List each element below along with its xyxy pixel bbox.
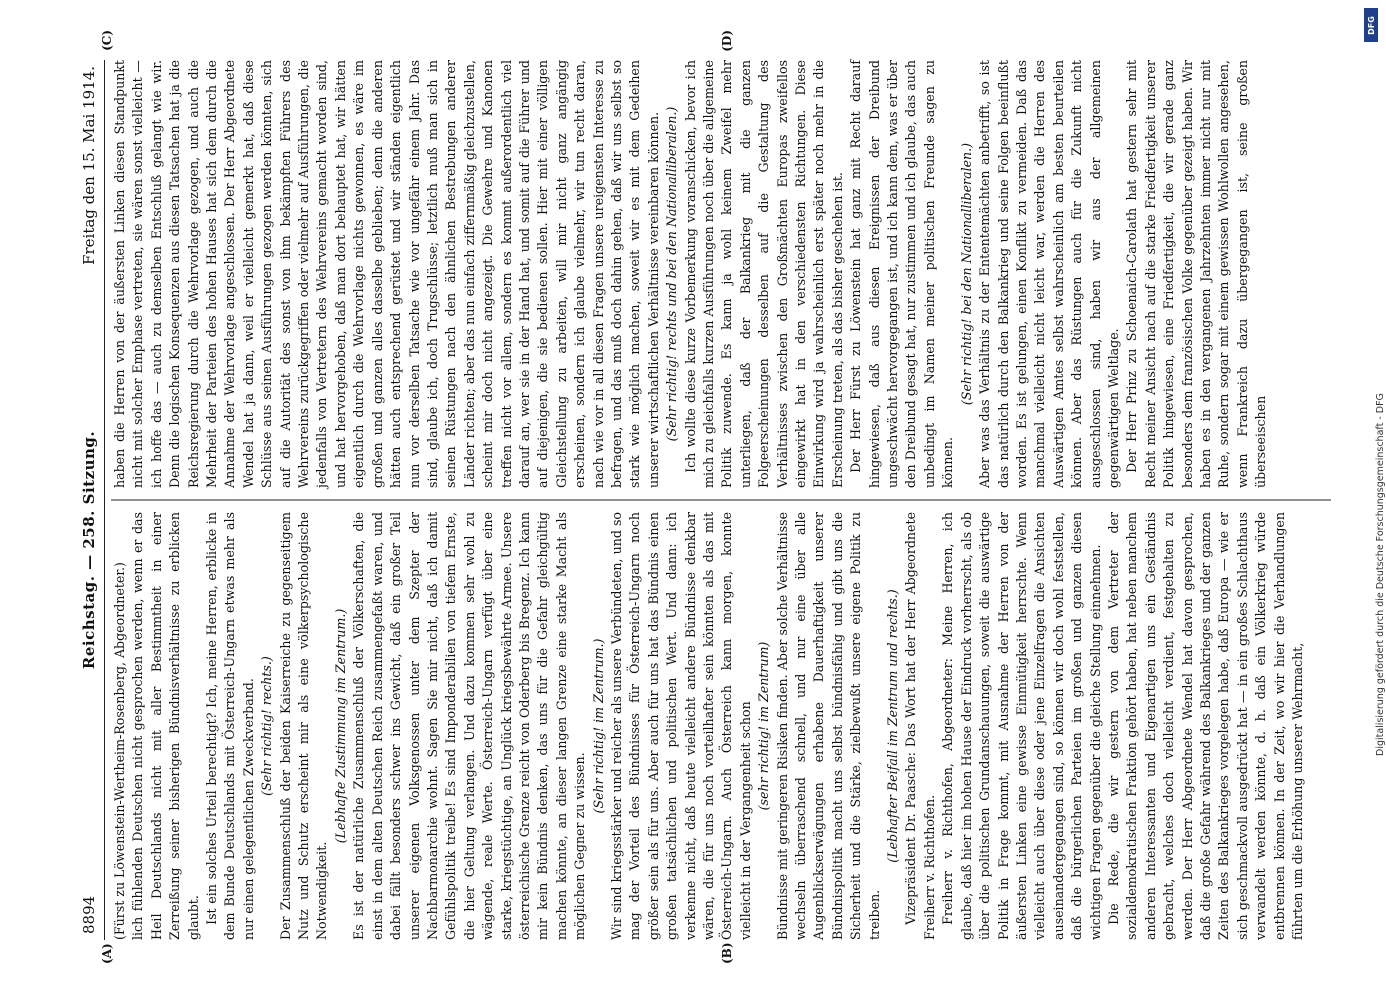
paragraph: Freiherr v. Richthofen, Abgeordneter: Meine Herren, ich glaube, daß hier im hohen Hause der Eindruck vorherrscht, als ob über die politischen Grundanschauungen, soweit die auswärtige Politik in Frage kommt, mit Ausnahme der Herren von der äußersten Linken eine gewisse Einmütigkeit herrschte. Wenn vielleicht auch über diese oder jene Einzelfragen die Ansichten auseinandergegangen sind, so können wir doch wohl feststellen, daß die bürgerlichen Parteien im großen und ganzen diesen wichtigen Fragen gegenüber die gleiche Stellung einnehmen. bbox=[940, 512, 1103, 940]
column-divider bbox=[111, 500, 1331, 501]
session-title: Reichstag. — 258. Sitzung. bbox=[80, 430, 98, 670]
header-rule bbox=[104, 60, 105, 940]
interjection: (Lebhafter Beifall im Zentrum und rechts.) bbox=[885, 589, 901, 863]
paragraph: Ist ein solches Urteil berechtigt? Ich, meine Herren, erblicke in dem Bunde Deutschlands mit Österreich-Ungarn etwas mehr als nur einen gelegentlichen Zweckverband. bbox=[204, 512, 256, 940]
document-page bbox=[40, 0, 1360, 1000]
interjection: (Sehr richtig! im Zentrum.) bbox=[590, 638, 606, 814]
right-column bbox=[111, 60, 1331, 488]
interjection: (Sehr richtig! bei den Nationalliberalen.) bbox=[958, 142, 974, 406]
paragraph: Der Zusammenschluß der beiden Kaiserreiche zu gegenseitigem Nutz und Schutz erscheint mir als eine völkerpsychologische Notwendigkeit. bbox=[277, 512, 330, 940]
interjection: (Sehr richtig! rechts und bei den Nationalliberalen.) bbox=[664, 106, 680, 442]
paragraph: Bündnisse mit geringeren Risiken finden. Aber solche Verhältnisse wechseln überraschend schnell, und nur eine über alle Augenblickserwägungen erhabene Dauerhaftigkeit unserer Bündnispolitik macht uns selbst bündnisfähig und gibt uns die Sicherheit und die Stärke, zielbewußt unsere eigene Politik zu treiben. bbox=[774, 512, 882, 940]
paragraph: Wir sind kriegsstärker und reicher als unsere Verbündeten, und so mag der Vorteil des Bündnisses für Österreich-Ungarn noch größer sein als für uns. Aber auch für uns hat das Bündnis einen großen tatsächlichen und politischen Wert. Und dann: ich verkenne nicht, daß heute vielleicht andere Bündnisse denkbar wären, die für uns noch vorteilhafter sein könnten als das mit Österreich-Ungarn. Auch Österreich kann morgen, konnte vielleicht in der Vergangenheit schon bbox=[608, 512, 753, 940]
margin-marker-c: (C) bbox=[100, 30, 114, 51]
page-date: Freitag den 15. Mai 1914. bbox=[80, 66, 98, 265]
interjection: (Lebhafte Zustimmung im Zentrum.) bbox=[332, 608, 348, 844]
paragraph: Der Herr Prinz zu Schoenaich-Carolath hat gestern sehr mit Recht meiner Ansicht nach auf die starke Friedfertigkeit unserer Politik hingewiesen, eine Friedfertigkeit, die wir gerade ganz besonders dem französischen Volke gegenüber gezeigt haben. Wir haben es in den vergangenen Jahrzehnten immer nicht nur mit Ruhe, sondern sogar mit einem gewissen Wohlwollen angesehen, wenn Frankreich dazu übergegangen ist, seine großen überseeischen bbox=[1124, 60, 1269, 488]
paragraph: Vizepräsident Dr. Paasche: Das Wort hat der Herr Abgeordnete Freiherr v. Richthofen. bbox=[903, 512, 937, 940]
paragraph: Ich wollte diese kurze Vorbemerkung voranschicken, bevor ich mich zu gleichfalls kurzen Ausführungen noch über die allgemeine Politik zuwende. Es kann ja wohl keinem Zweifel mehr unterliegen, daß der Balkankrieg mit die ganzen Folgeerscheinungen desselben auf die Gestaltung des Verhältnisses zwischen den Großmächten Europas zweifellos eingewirkt hat in den verschiedensten Richtungen. Diese Einwirkung wird ja wahrscheinlich erst später noch mehr in die Erscheinung treten, als das bisher geschehen ist. bbox=[682, 60, 845, 488]
dfg-logo: DFG bbox=[1364, 8, 1378, 42]
digitization-credit bbox=[1363, 16, 1386, 996]
margin-marker-d: (D) bbox=[720, 30, 734, 52]
page-number: 8894 bbox=[80, 895, 98, 934]
margin-marker-a: (A) bbox=[100, 943, 114, 964]
page-header bbox=[80, 60, 104, 940]
left-column bbox=[111, 512, 1331, 940]
paragraph: Aber was das Verhältnis zu der Ententemächten anbetrifft, so ist das natürlich durch den Balkankrieg und seine Folgen beeinflußt worden. Es ist gelungen, einen Konflikt zu vermeiden. Daß das manchmal vielleicht nicht leicht war, werden die Herren des Auswärtigen Amtes selbst wahrscheinlich am besten beurteilen können. Aber das Rüstungen auch für die Zukunft nicht ausgeschlossen sind, haben wir aus der allgemeinen gegenwärtigen Weltlage. bbox=[977, 60, 1121, 488]
interjection: (Sehr richtig! rechts.) bbox=[259, 656, 275, 796]
paragraph: Der Herr Fürst zu Löwenstein hat ganz mit Recht darauf hingewiesen, daß aus diesen Ereignissen der Dreibund ungeschwächt hervorgegangen ist, und ich kann dem, was er über den Dreibund gesagt hat, nur zustimmen und ich glaube, das auch unbedingt im Namen meiner politischen Freunde sagen zu können. bbox=[848, 60, 956, 488]
paragraph: (Fürst zu Löwenstein-Wertheim-Rosenberg, Abgeordneter.) bbox=[112, 562, 127, 940]
paragraph: haben die Herren von der äußersten Linken diesen Standpunkt nicht mit solcher Emphase vertreten, sie wären sonst vielleicht — ich hoffe das — auch zu demselben Entschluß gelangt wie wir. Denn die logischen Konsequenzen aus diesen Tatsachen hat ja die Reichsregierung durch die Wehrvorlage gezogen, und auch die Mehrheit der Parteien des hohen Hauses hat sich dem durch die Annahme der Wehrvorlage angeschlossen. Der Herr Abgeordnete Wendel hat ja dann, weil er vielleicht gemerkt hat, daß diese Schlüsse aus seinen Ausführungen gezogen werden könnten, sich auf die Autorität des sonst von ihm bekämpften Führers des Wehrvereins zurückgegriffen oder vielmehr auf Ausführungen, die jedenfalls von Vertretern des Wehrvereins gemacht worden sind, und hat hervorgehoben, daß man dort behauptet hat, wir hätten eigentlich durch die Wehrvorlage nichts gewonnen, es wäre im großen und ganzen alles dasselbe geblieben; denn die anderen hätten auch entsprechend gerüstet und wir ständen eigentlich nun vor derselben Tatsache wie vor ungefähr einem Jahr. Das sind, glaube ich, doch Trugschlüsse; letztlich muß man sich in seinen Rüstungen nach den ähnlichen Bestrebungen anderer Länder richten; aber das nun einfach ziffernmäßig gleichzustellen, scheint mir doch nicht angezeigt. Die Gewehre und Kanonen treffen nicht vor allem, sondern es kommt außerordentlich viel darauf an, wer sie in der Hand hat, und somit auf die Führer und auf diejenigen, die sie bedienen sollen. Hier mit einer völligen Gleichstellung zu arbeiten, will mir nicht ganz angängig erscheinen, sondern ich glaube vielmehr, wir tun recht daran, nach wie vor in all diesen Fragen unsere ureigensten Interesse zu befragen, und das muß doch dahin gehen, daß wir uns selbst so stark wie möglich machen, soweit wir es mit dem Gedeihen unserer wirtschaftlichen Verhältnisse vereinbaren können. bbox=[112, 60, 661, 488]
margin-marker-b: (B) bbox=[720, 942, 734, 964]
paragraph: lich fühlenden Deutschen nicht gesprochen werden, wenn er das Heil Deutschlands nicht mit aller Bestimmtheit in einer Zerreißung seiner bisherigen Bündnisverhältnisse zu erblicken glaubt. bbox=[130, 512, 201, 940]
credit-text: Digitalisierung gefördert durch die Deutsche Forschungsgemeinschaft - DFG bbox=[1375, 393, 1386, 756]
paragraph: Die Rede, die wir gestern von dem Vertreter der sozialdemokratischen Fraktion gehört haben, hat neben manchem anderen Interessanten und Eigenartigen uns ein Geständnis gebracht, welches doch vielleicht verdient, festgehalten zu werden. Der Herr Abgeordnete Wendel hat davon gesprochen, daß die große Gefahr während des Balkankrieges und der ganzen Zeiten des Balkankrieges vorgelegen habe, daß Europa — wie er sich geschmackvoll ausgedrückt hat — in ein großes Schlachthaus verwandelt werden könnte, d. h. daß ein Völkerkrieg würde entbrennen können. In der Zeit, wo wir hier die Verhandlungen führten um die Erhöhung unserer Wehrmacht, bbox=[1105, 512, 1305, 940]
text-columns bbox=[111, 60, 1331, 940]
interjection: (sehr richtig! im Zentrum) bbox=[756, 641, 772, 811]
paragraph: Es ist der natürliche Zusammenschluß der Völkerschaften, die einst in dem alten Deutschen Reich zusammengefaßt waren, und dabei fällt besonders schwer ins Gewicht, daß ein großer Teil unserer eigenen Volksgenossen unter dem Szepter der Nachbarmonarchie wohnt. Sagen Sie mir nicht, daß ich damit Gefühlspolitik treibe! Es sind Imponderabilien von tiefem Ernste, die hier Geltung verlangen. Und dazu kommen sehr wohl zu wägende, reale Werte. Österreich-Ungarn verfügt über eine starke, kriegstüchtige, an Unglück kriegsbewährte Armee. Unsere österreichische Grenze reicht von Oderberg bis Bregenz. Ich kann mir kein Bündnis denken, das uns für die Gefahr gleichgültig machen könnte, an dieser langen Grenze eine starke Macht als möglichen Gegner zu wissen. bbox=[351, 512, 588, 940]
